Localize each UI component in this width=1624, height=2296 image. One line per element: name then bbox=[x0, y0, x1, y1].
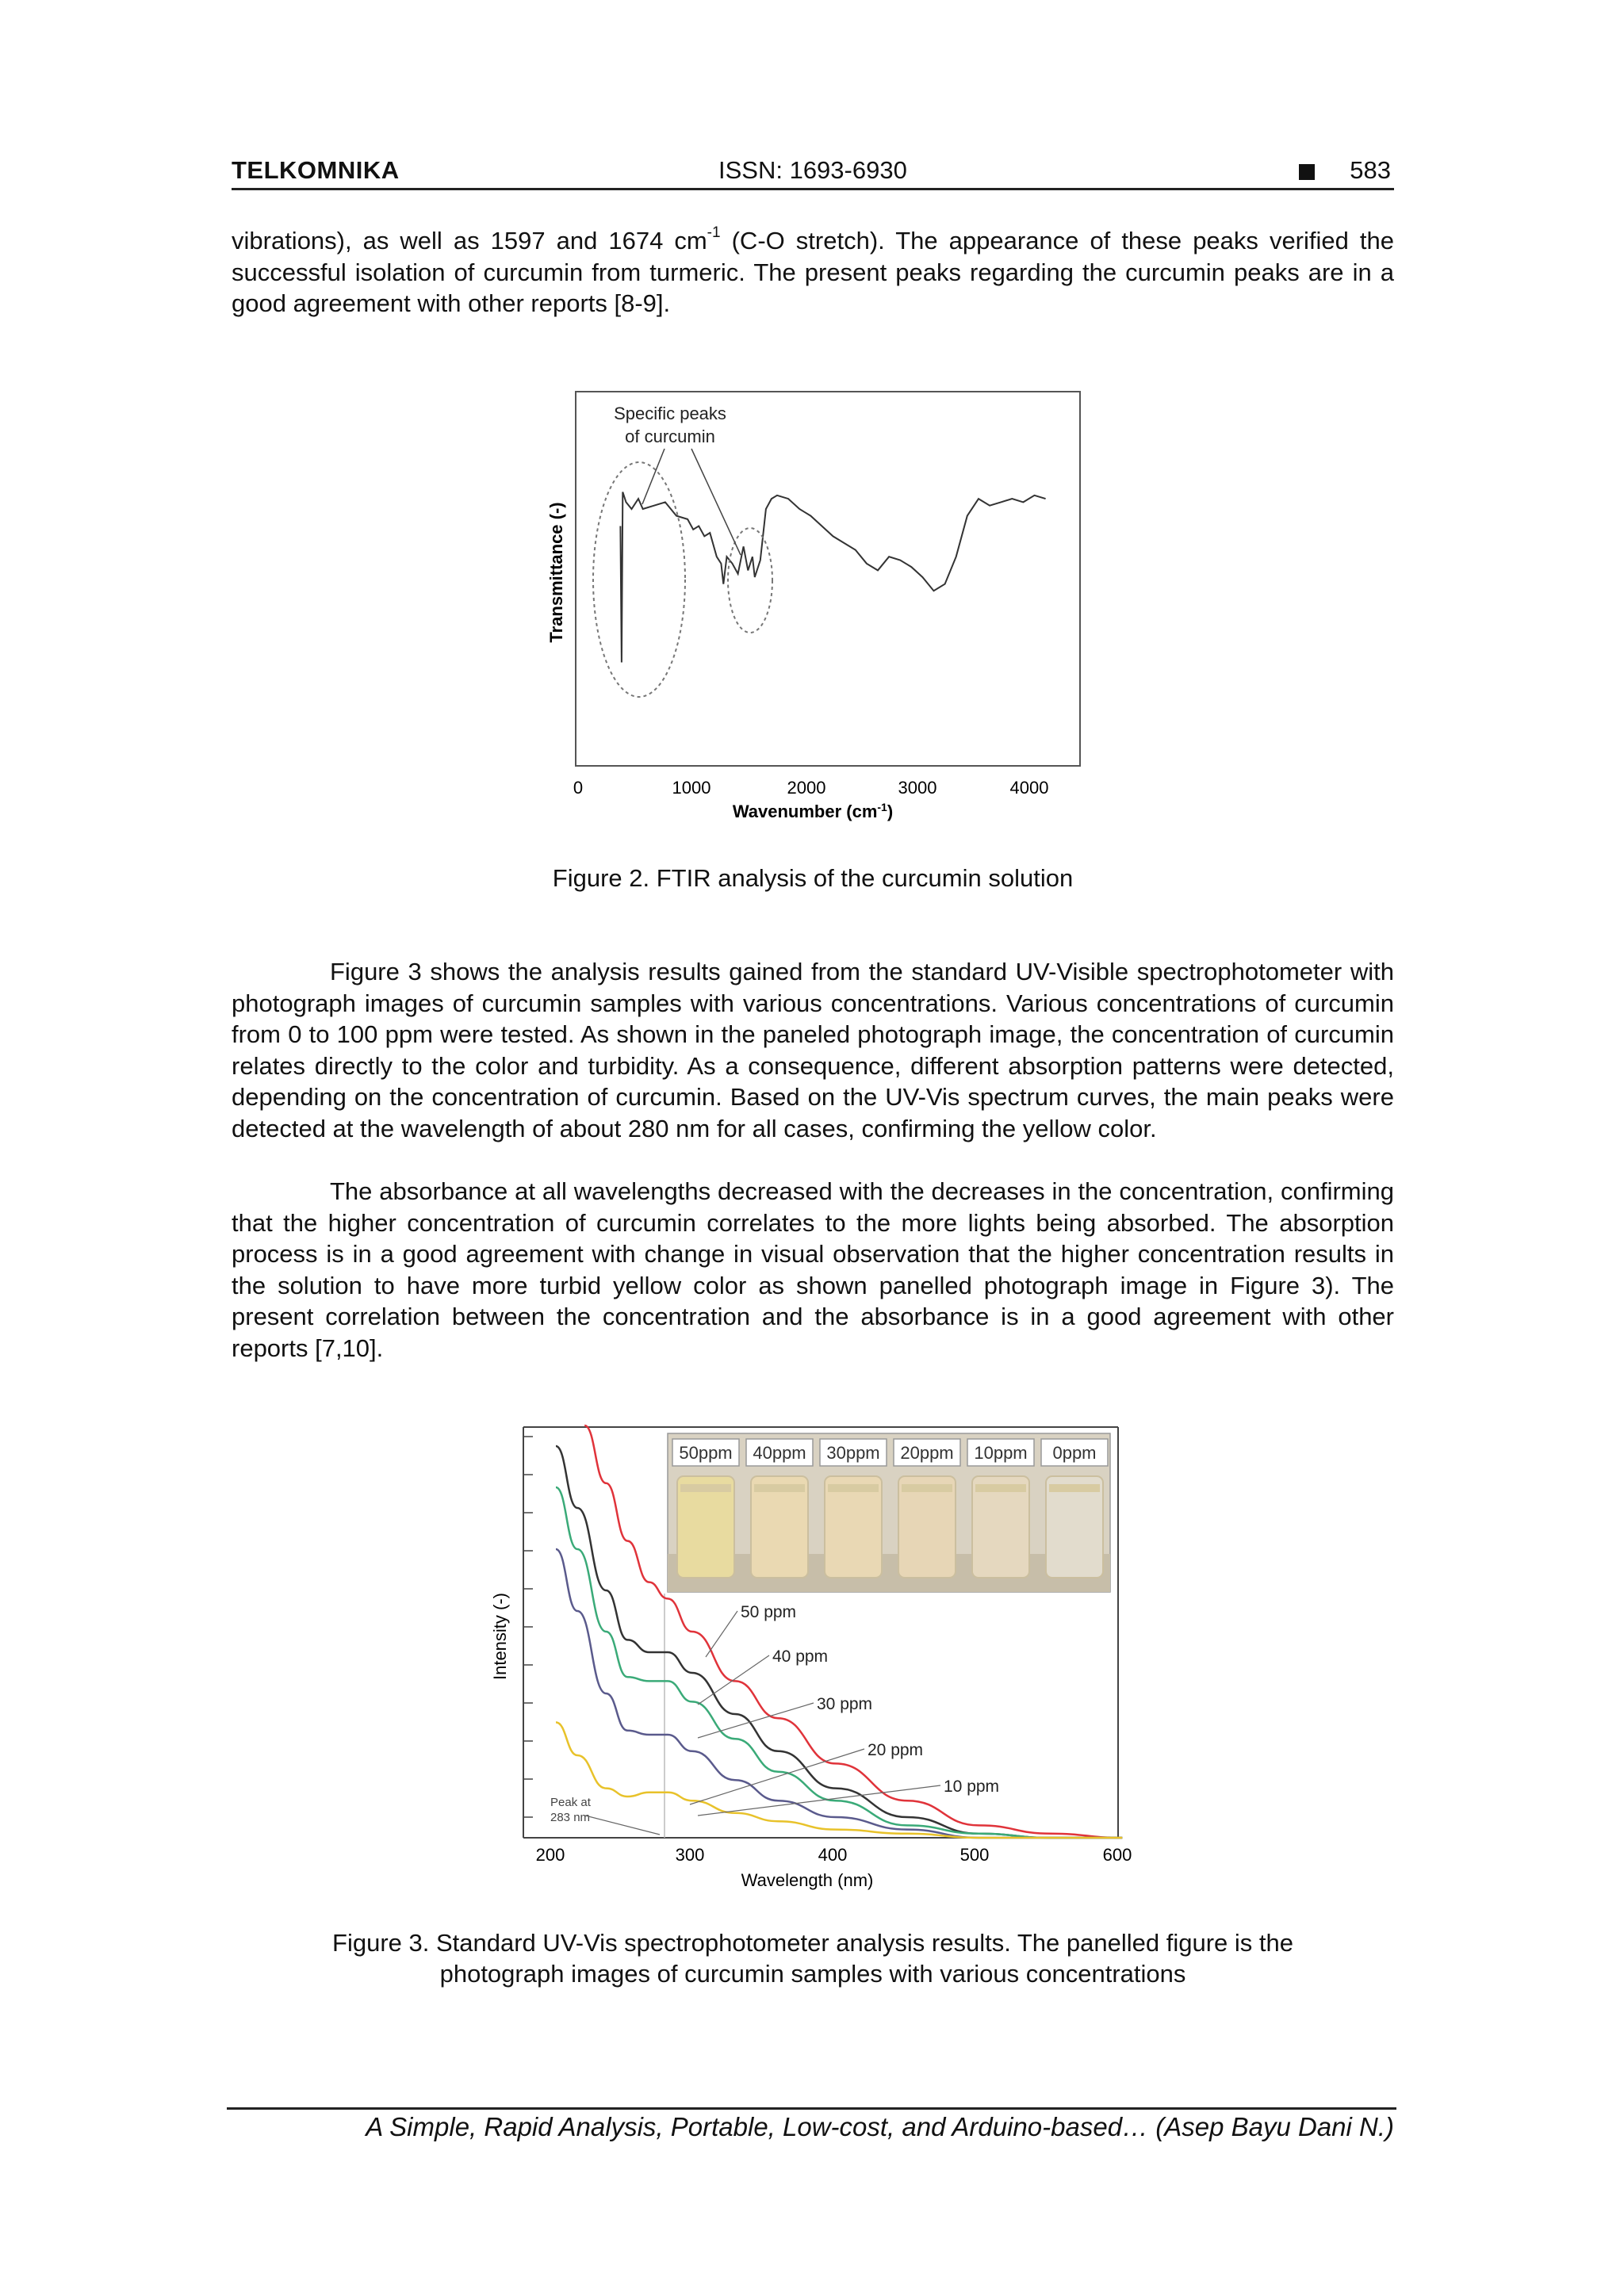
figure-2-caption: Figure 2. FTIR analysis of the curcumin solution bbox=[552, 864, 1074, 892]
paragraph-2: Figure 3 shows the analysis results gained from the standard UV-Visible spectrophotometer with photograph images of curcumin samples with various concentrations. Various concentrations of curcumin from 0 to 100 ppm were tested. As shown in the paneled photograph image, the concentration of curcumin relates directly to the color and turbidity. As a consequence, different absorption patterns were detected, depending on the concentration of curcumin. Based on the UV-Vis spectrum curves, the main peaks were detected at the wavelength of about 280 nm for all cases, confirming the yellow color. bbox=[232, 958, 1394, 1142]
figure-3-caption-line-1: Figure 3. Standard UV-Vis spectrophotometer analysis results. The panelled figure is the bbox=[332, 1929, 1293, 1957]
uvvis-curve-label: 50 ppm bbox=[741, 1603, 797, 1621]
uvvis-curve-5 bbox=[556, 1722, 1122, 1838]
ftir-tick-label: 1000 bbox=[672, 778, 711, 798]
uvvis-tick-label: 600 bbox=[1102, 1845, 1132, 1865]
running-header bbox=[232, 153, 1394, 190]
uvvis-tick-label: 300 bbox=[675, 1845, 705, 1865]
uvvis-ylabel: Intensity (-) bbox=[490, 1592, 510, 1681]
issn: ISSN: 1693-6930 bbox=[718, 156, 907, 184]
figure-3-uvvis-chart bbox=[476, 1411, 1158, 1903]
uvvis-peak-label-line1: Peak at bbox=[550, 1796, 591, 1809]
journal-name: TELKOMNIKA bbox=[232, 156, 400, 184]
ftir-annotation-arrow-1 bbox=[642, 449, 665, 504]
figure-2-ftir-chart bbox=[523, 381, 1126, 832]
square-bullet-icon bbox=[1299, 164, 1315, 180]
ftir-annotation-line1: Specific peaks bbox=[614, 404, 726, 423]
uvvis-curve-label: 30 ppm bbox=[817, 1695, 873, 1713]
footer-rule bbox=[227, 2107, 1396, 2110]
ftir-highlight-ellipse-1 bbox=[593, 462, 685, 697]
vial-label-text: 30ppm bbox=[826, 1443, 880, 1463]
uvvis-curve-label: 40 ppm bbox=[772, 1647, 829, 1666]
uvvis-curve-label: 20 ppm bbox=[868, 1741, 924, 1759]
ftir-plot-frame bbox=[576, 392, 1080, 766]
vial-meniscus bbox=[754, 1484, 805, 1492]
paragraph-1-part-a: vibrations), as well as 1597 and 1674 cm bbox=[232, 227, 707, 254]
uvvis-tick-label: 400 bbox=[818, 1845, 848, 1865]
ftir-tick-label: 0 bbox=[573, 778, 584, 798]
vial-photo-panel bbox=[668, 1433, 1110, 1592]
paragraph-3: The absorbance at all wavelengths decreased with the decreases in the concentration, confirming that the higher concentration of curcumin correlates to the more lights being absorbed. The absorption process is in a good agreement with change in visual observation that the higher concentration results in the solution to have more turbid yellow color as shown panelled photograph image in Figure 3). The present correlation between the concentration and the absorbance is in a good agreement with other reports [7,10]. bbox=[232, 1177, 1394, 1362]
peak-label-pointer bbox=[585, 1816, 660, 1835]
paragraph-1-part-b: (C-O stretch). The appearance of these peaks verified the successful isolation of curcumin from turmeric. The present peaks regarding the curcumin peaks are in a good agreement with other reports [8-9]. bbox=[232, 227, 1394, 317]
uvvis-tick-label: 500 bbox=[959, 1845, 990, 1865]
uvvis-curve-label-pointer bbox=[698, 1655, 769, 1705]
ftir-xlabel-main: Wavenumber (cm bbox=[732, 802, 878, 821]
vial-label-text: 10ppm bbox=[974, 1443, 1028, 1463]
paragraph-1-sup: -1 bbox=[707, 224, 721, 241]
uvvis-curve-label-pointer bbox=[690, 1749, 864, 1804]
ftir-tick-label: 3000 bbox=[898, 778, 937, 798]
ftir-highlight-ellipse-2 bbox=[728, 528, 772, 633]
ftir-xlabel-end: ) bbox=[887, 802, 894, 821]
vial-label-text: 0ppm bbox=[1052, 1443, 1097, 1463]
figure-3-caption-line-2: photograph images of curcumin samples with various concentrations bbox=[439, 1960, 1186, 1988]
page-number: 583 bbox=[1350, 156, 1391, 184]
vial-meniscus bbox=[975, 1484, 1026, 1492]
vial-meniscus bbox=[902, 1484, 952, 1492]
uvvis-curve-label: 10 ppm bbox=[944, 1777, 1000, 1796]
ftir-xlabel-sup: -1 bbox=[877, 801, 887, 813]
uvvis-curve-label-pointer bbox=[706, 1611, 737, 1657]
ftir-xlabel bbox=[733, 801, 893, 821]
ftir-annotation-arrow-2 bbox=[691, 449, 741, 555]
ftir-tick-label: 2000 bbox=[787, 778, 826, 798]
vial-meniscus bbox=[680, 1484, 731, 1492]
ftir-tick-label: 4000 bbox=[1009, 778, 1049, 798]
ftir-ylabel: Transmittance (-) bbox=[546, 502, 566, 643]
vial-meniscus bbox=[828, 1484, 879, 1492]
ftir-annotation-line2: of curcumin bbox=[625, 427, 715, 446]
running-footer: A Simple, Rapid Analysis, Portable, Low-cost, and Arduino-based… (Asep Bayu Dani N.) bbox=[366, 2112, 1394, 2141]
ftir-spectrum-line bbox=[620, 492, 1045, 663]
paragraph-1 bbox=[232, 225, 1394, 320]
vial-label-text: 20ppm bbox=[900, 1443, 954, 1463]
uvvis-tick-label: 200 bbox=[535, 1845, 565, 1865]
vial-label-text: 40ppm bbox=[753, 1443, 806, 1463]
uvvis-peak-label-line2: 283 nm bbox=[550, 1811, 591, 1824]
vial-label-text: 50ppm bbox=[679, 1443, 733, 1463]
vial-meniscus bbox=[1049, 1484, 1100, 1492]
uvvis-xlabel: Wavelength (nm) bbox=[741, 1870, 874, 1890]
